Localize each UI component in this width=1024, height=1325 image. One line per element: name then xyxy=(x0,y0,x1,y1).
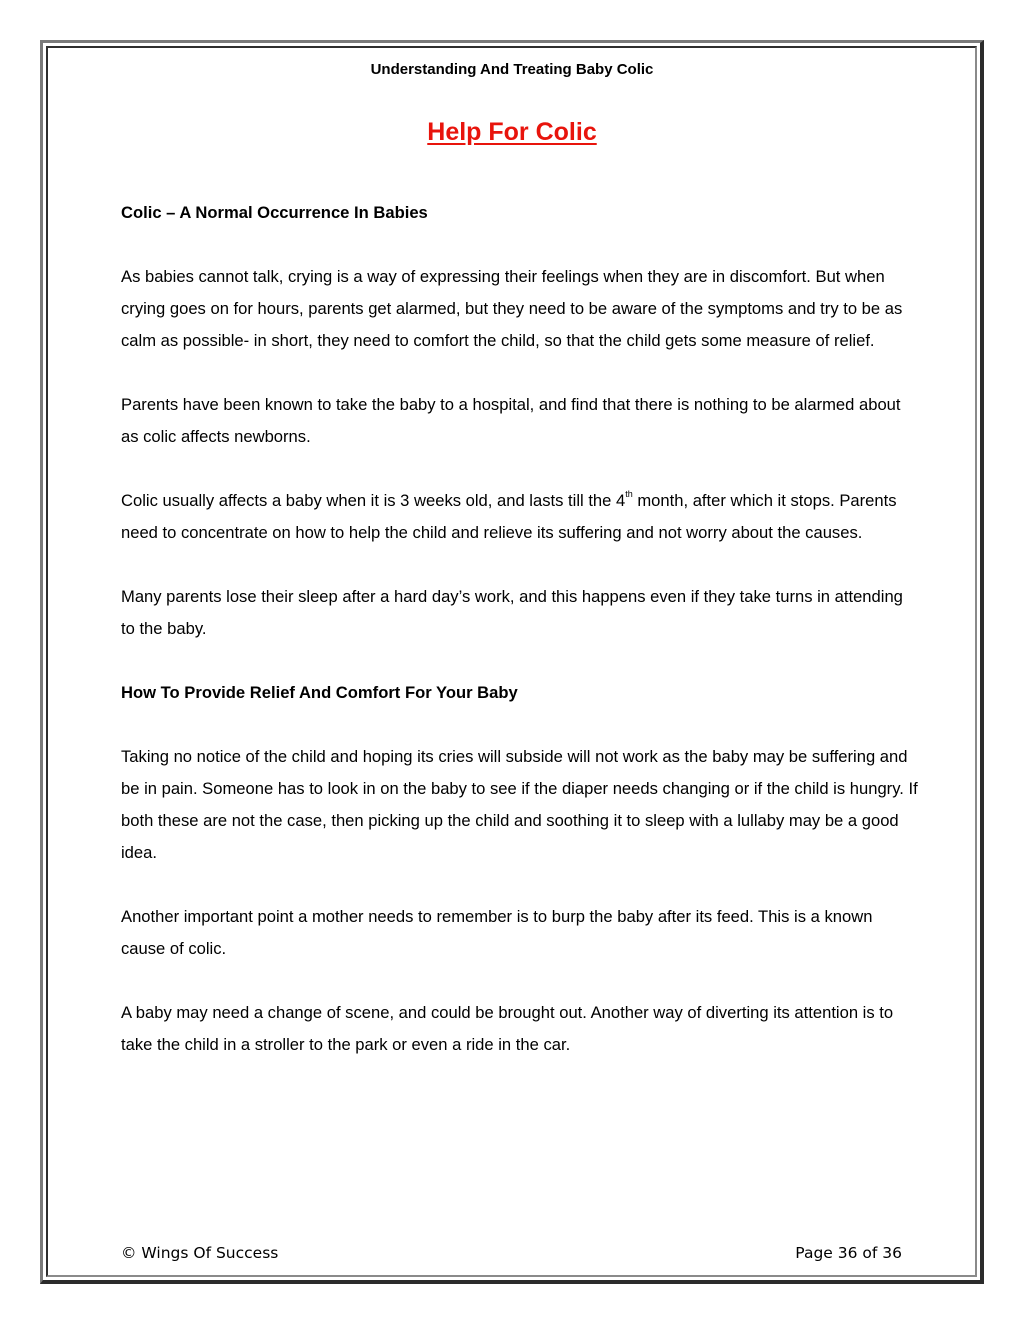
paragraph: Parents have been known to take the baby to a hospital, and find that there is nothing to be alarmed about as colic affects newborns. xyxy=(121,395,901,446)
section-heading: Colic – A Normal Occurrence In Babies xyxy=(121,203,428,222)
paragraph: As babies cannot talk, crying is a way of expressing their feelings when they are in discomfort. But when crying goes on for hours, parents get alarmed, but they need to be aware of the symptoms and try to be as calm as possible- in short, they need to comfort the child, so that the child gets some measure of relief. xyxy=(121,267,903,350)
paragraph: Many parents lose their sleep after a hard day’s work, and this happens even if they take turns in attending to the baby. xyxy=(121,587,903,638)
page-title: Help For Colic xyxy=(427,118,597,146)
footer-copyright: © Wings Of Success xyxy=(121,1244,279,1262)
paragraph-text: Colic usually affects a baby when it is 3 weeks old, and lasts till the 4 xyxy=(121,491,626,510)
paragraph xyxy=(121,485,921,549)
document-body xyxy=(121,197,921,1093)
paragraph: Taking no notice of the child and hoping its cries will subside will not work as the baby may be suffering and be in pain. Someone has to look in on the baby to see if the diaper needs changing or if the child is hungry. If both these are not the case, then picking up the child and soothing it to sleep with a lullaby may be a good idea. xyxy=(121,747,918,862)
paragraph: Another important point a mother needs to remember is to burp the baby after its feed. This is a known cause of colic. xyxy=(121,907,873,958)
section-heading: How To Provide Relief And Comfort For Your Baby xyxy=(121,683,518,702)
ordinal-superscript: th xyxy=(625,489,633,500)
paragraph-text: month, after which it stops. Parents need to concentrate on how to help the child and relieve its suffering and not worry about the causes. xyxy=(121,491,897,542)
running-header: Understanding And Treating Baby Colic xyxy=(370,61,654,78)
paragraph: A baby may need a change of scene, and could be brought out. Another way of diverting its attention is to take the child in a stroller to the park or even a ride in the car. xyxy=(121,1003,894,1054)
footer-page-number: Page 36 of 36 xyxy=(795,1244,902,1262)
